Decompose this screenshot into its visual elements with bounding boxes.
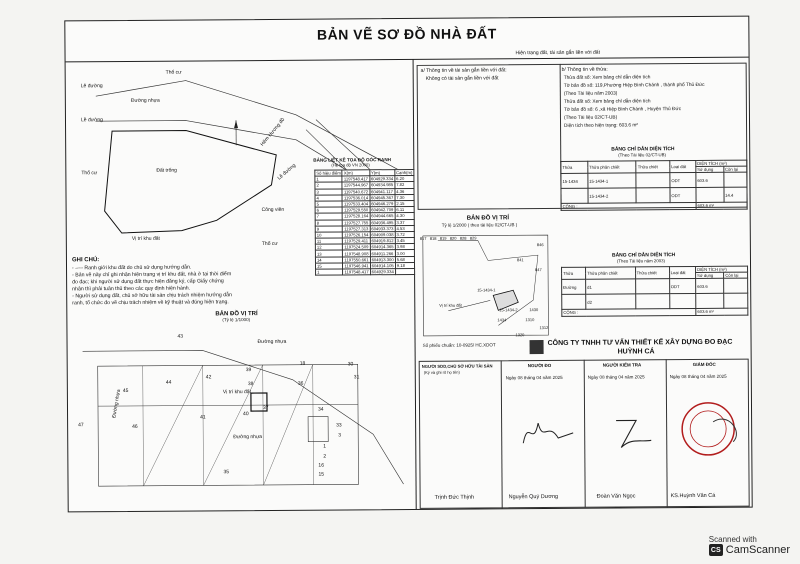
mini-map-title: BẢN ĐỒ VỊ TRÍ [466,215,510,222]
table-cell: ODT [670,173,696,188]
table-cell: d1 [586,279,636,294]
table-cell: 1197544.967 [343,182,369,188]
map-label: 30 [347,361,354,368]
map-label: Đường nhựa [111,388,123,419]
table-cell: 14.4 [724,188,747,203]
map-label: 31 [353,374,360,381]
table-row [561,188,747,204]
table-header-cell: Loại đất [670,160,696,173]
table-row [562,279,748,295]
table-header-cell: Còn lại [724,272,748,278]
survey-sheet [64,16,752,513]
map-label: 846 [536,242,544,248]
map-label: 33 [336,422,342,429]
table-cell: 14 [315,257,342,263]
table-cell: 604914.105 [371,263,394,269]
map-label: 16 [318,462,324,469]
table-cell [696,294,724,309]
table-cell: 1197533.404 [344,201,369,207]
table-cell: 15-1434 [561,174,588,189]
table-cell: 4 [315,195,342,201]
table-header-cell: Thửa [561,161,588,174]
parcel-info-line: Diện tích theo hiện trạng: 603.6 m² [564,123,638,129]
map-label: Thổ cư [165,69,182,76]
table-cell: 604911.266 [371,250,394,256]
table-cell: 1197527.313 [344,226,369,232]
map-label: 37 [262,404,269,412]
table-cell: 604933.373 [371,225,394,232]
total-value: 603.6 m² [696,309,748,316]
map-label: 819 [439,235,447,241]
table-cell: d2 [586,294,636,309]
table-cell: 604913.300 [371,256,394,262]
sign-sub: (Ký và ghi rõ họ tên) [423,369,460,375]
note-line: - ⎯⎯⎯ Ranh giới khu đất do chủ sử dụng hướng dẫn. [72,264,192,272]
table-cell [395,268,414,274]
table-cell: 604945.367 [371,194,394,201]
table-row [561,173,747,189]
map-label: 35 [223,469,230,476]
parcel-info-line: Tờ bản đồ số: 6 ,xã Hiệp Bình Chánh , Huyện Thủ Đức [563,107,682,113]
table-cell: 604936.495 [371,219,394,225]
map-label: 1 [323,443,327,450]
table-header-cell: Thửa chiết [635,267,669,280]
vitri-map-title: BẢN ĐỒ VỊ TRÍ [215,311,258,318]
sign-date: Ngày 08 tháng 04 năm 2025 [587,374,645,380]
table-header-cell: DIỆN TÍCH (m²) [696,266,748,273]
asset-info-text: Không có tài sản gắn liền với đất [425,75,499,82]
sign-col-checker: NGƯỜI KIỂM TRA [602,362,642,368]
table-cell: 604914.365 [371,244,394,250]
table-header-cell: Y(m) [369,170,394,176]
scan-line-1: Scanned with [708,535,757,544]
table-cell [636,173,670,188]
sign-date: Ngày 08 tháng 04 năm 2025 [669,373,727,380]
map-label: 15 [318,471,325,478]
area-table-1 [560,160,747,211]
notes [72,264,232,307]
map-label: Công viên [261,206,285,214]
map-label: Đất trống [156,167,177,174]
table-cell: 7 [315,213,342,219]
table-cell: 1197548.417 [344,269,369,275]
table-cell: 10 [315,232,342,238]
table-cell: 15-1434-2 [588,188,637,203]
table-header-cell: Thửa phân chiết [586,267,636,280]
table-cell: 604942.709 [371,207,394,213]
table-header-cell: Sử dụng [696,166,724,172]
table-header-cell: Thửa [562,267,586,280]
map-label: 46 [132,423,138,430]
table-cell: 6 [315,207,342,213]
company-stamp [673,397,753,458]
parcel-info-line: Thửa đất số: Xem bảng chỉ dẫn diện tích [563,99,651,105]
table-header-cell: Số hiệu điểm [316,170,341,176]
map-label: Đường nhựa [257,338,287,346]
total-label: CỘNG : [562,309,696,316]
company-logo-icon [530,340,544,354]
map-label: 18 [299,360,306,367]
table-cell: 604909.038 [371,232,394,238]
table-cell: 604919.812 [371,238,394,244]
table-cell: 3.37 [395,219,414,225]
map-label: Thổ cư [261,240,278,248]
map-label: 817 [419,235,427,241]
map-label: Thổ cư [81,170,98,177]
table-cell: 7.82 [395,182,414,188]
table-cell: 1197527.755 [344,219,369,226]
table-cell: 5 [315,201,342,207]
signer-name: Đoàn Văn Ngọc [596,493,636,500]
table-cell: 603.6 [696,173,724,188]
table-cell: 604941.117 [371,188,393,194]
signer-name: Trịnh Đức Thịnh [434,494,475,501]
signature-image [513,413,593,454]
table-cell: 1197529.550 [344,207,369,213]
table-cell: 604944.665 [371,213,394,219]
map-label: 1430 [529,307,539,313]
map-label: 15-1434-1 [477,287,496,293]
note-line: nhận thì phải tuân thủ theo các quy định hiện hành. [72,285,191,293]
table-cell: 8 [315,219,342,225]
table-cell [635,294,669,309]
map-label: 1312 [539,325,549,331]
table-cell: 12 [315,244,342,250]
table-cell: 3.98 [395,244,414,250]
right-header: Hiện trạng đất, tài sản gắn liền với đất [515,49,601,57]
table-header-cell: Thửa chiết [636,161,670,174]
mini-map [418,230,554,341]
map-label: 1310 [525,317,535,323]
table-header-cell: X(m) [342,170,369,176]
map-label: 40 [243,411,249,418]
table-cell: 604946.279 [371,201,394,207]
table-cell: 604929.334 [370,176,394,182]
table-header-cell: DIỆN TÍCH (m²) [696,160,747,167]
table-cell: 6.20 [395,176,414,182]
vitri-map-scale: (Tỷ lệ 1/1000) [222,317,251,323]
ref-number: Số phiếu chuẩn: 10-0925/ HC.XDOT [422,342,496,348]
table-cell: 2 [315,182,342,188]
table-cell [561,189,588,204]
map-label: 39 [245,367,252,374]
table-cell: 1197540.672 [343,188,369,195]
table-cell: 3.00 [395,250,414,256]
map-label: 43 [177,333,184,340]
table-header-cell: Thửa phân chiết [587,161,636,174]
mini-map-scale: Tỷ lệ 1/2000 ( theo tài liệu 02/CT-UB ) [441,222,518,228]
note-line: đo đạc; khi người sử dụng đất thực hiện đăng ký, cấp Giấy chứng [72,278,224,286]
company-name-2: HUỲNH CÁ [617,348,655,356]
sign-date: Ngày 08 tháng 04 năm 2025 [505,374,563,381]
sign-col-surveyor: NGƯỜI ĐO [527,363,552,369]
map-label: Lề đường [276,162,298,182]
table-cell: 1197548.908 [344,250,369,256]
table-total-row [562,309,748,316]
table-cell: 4.30 [395,213,414,219]
table-cell [669,294,696,309]
table-cell: 15-1434-1 [588,173,637,188]
map-label: Đường nhựa [233,434,263,441]
map-label: 45 [122,387,129,394]
table-cell [636,188,670,203]
table-total-row [561,203,747,210]
company-name: CÔNG TY TNHH TƯ VẤN THIẾT KẾ XÂY DỰNG ĐO ĐẠC [547,338,733,348]
table-cell: 9 [315,226,342,232]
table-cell: 1197536.014 [343,195,369,201]
map-label: Đường nhựa [130,97,160,104]
table1-subtitle: (Theo Tài liệu 02/CT-UB) [618,152,666,158]
table-cell: 1197546.941 [344,263,369,269]
map-label: Vị trí khu đất [131,235,160,242]
map-label: 1434 [497,317,507,323]
map-label: 847 [535,267,542,273]
coord-table [314,169,415,276]
map-label: 829 [469,235,477,241]
sign-col-owner: NGƯỜI SDD,CHỦ SỞ HỮU TÀI SẢN [421,363,493,369]
table-cell: 1197548.417 [343,176,369,182]
map-label: 818 [429,235,437,241]
table-cell [635,279,669,294]
table-cell: 1197526.154 [344,232,369,238]
table-cell: ODT [670,188,696,203]
map-label: Hẻm Hương đồ [259,116,287,148]
camscanner-icon: CS [709,544,723,556]
map-label: 15-1434-2 [499,307,518,313]
note-line: - Người sử dụng đất, chủ sở hữu tài sản chịu trách nhiệm hướng dẫn [72,292,232,300]
signer-name: Nguyễn Quý Dương [508,493,559,501]
table-header-cell: Sử dụng [696,272,724,278]
table-cell: 2.15 [395,200,414,206]
map-label: 3 [338,432,341,439]
table-cell: ODT [669,279,696,294]
table-cell: 604929.334 [371,269,394,275]
table2-title: BẢNG CHỈ DẪN DIỆN TÍCH [611,252,676,259]
table-header-cell: Loại đất [669,266,696,279]
map-label: 44 [165,379,172,386]
map-label: 47 [78,422,84,429]
table-cell: 9.18 [395,262,414,268]
total-label: CỘNG : [561,203,696,210]
table-cell: 4.36 [395,188,414,194]
table-cell: 1 [315,176,342,182]
map-label: 828 [459,235,467,241]
parcel-info-lines [564,74,705,131]
table-cell: 604934.985 [371,182,394,188]
map-label: 841 [516,257,524,263]
table-cell: 1197524.509 [344,244,369,250]
table-cell: 3.45 [395,238,414,244]
table-cell [696,188,724,203]
table-cell [724,279,748,294]
table-cell: Đường [562,280,586,295]
total-value: 603.6 m² [696,203,747,210]
scan-line-2: CamScanner [725,544,790,556]
table-cell [724,294,748,309]
table-cell: 1197528.164 [344,213,369,219]
area-table-2 [561,266,748,317]
table-header-cell: Còn lại [723,166,746,172]
map-label: 41 [200,414,206,421]
coord-table-title: BẢNG LIỆT KÊ TỌA ĐỘ GÓC RANH [313,157,391,163]
table-cell: 1 [316,269,343,275]
table1-title: BẢNG CHỈ DẪN DIỆN TÍCH [611,146,675,153]
map-label: Vị trí khu đất [439,302,462,308]
note-line: ranh, tổ chức đo vẽ chịu trách nhiệm về kỹ thuật và đúng hiện trạng. [72,299,229,307]
table-cell: 15 [315,263,342,269]
map-label: Lê đường [80,83,103,90]
table-header-cell: Cạnh(m) [396,170,413,176]
map-label: Lề đường [80,117,103,124]
table-cell: 7.30 [395,194,414,200]
map-label: 820 [449,235,457,241]
table-row [562,294,748,310]
sign-col-director: GIÁM ĐỐC [692,361,716,368]
parcel-info-line: Tờ bản đồ số: 119,Phường Hiệp Bình Chánh , thành phố Thủ Đức [563,82,705,89]
table-cell: 3.72 [395,231,414,237]
map-label: 38 [247,381,254,388]
coord-table-subtitle: (Hệ tọa độ VN 2000) [331,162,370,168]
map-label: 42 [205,374,212,381]
table-cell: 6.11 [395,207,414,213]
table-cell: 11 [315,238,342,244]
signature-image [596,412,676,453]
table-cell: 3 [315,189,342,195]
table-cell: 1197550.661 [344,256,369,263]
table-cell: 1197529.411 [344,238,369,244]
map-label: 36 [297,380,304,387]
map-label: 2 [323,453,327,460]
table-cell: 603.6 [696,279,724,294]
table-cell: 13 [315,250,342,256]
map-label: Vị trí khu đất [222,389,251,396]
table2-subtitle: (Theo Tài liệu năm 2003) [616,258,665,264]
page-title: BẢN VẼ SƠ ĐỒ NHÀ ĐẤT [316,25,497,43]
parcel-info-title: b/ Thông tin về thửa: [561,66,608,73]
table-cell [723,173,746,188]
parcel-info-line: Thửa đất số: Xem bảng chỉ dẫn diện tích [563,75,651,81]
map-label: 1320 [515,332,525,338]
parcel-info-line: (Theo Tài liệu 02/CT-UB) [563,115,618,121]
parcel-info-line: (Theo Tài liệu năm 2003) [563,91,618,97]
table-cell: 4.53 [395,225,414,231]
signer-name: KS.Huỳnh Văn Cá [670,492,716,500]
camscanner-badge [709,535,790,556]
asset-info-title: a/ Thông tin về tài sản gắn liền với đất: [420,67,507,74]
notes-heading: GHI CHÚ: [71,257,100,264]
table-row [316,268,415,275]
table-cell: 5.68 [395,256,414,262]
map-label: 34 [317,406,324,413]
scan-row [709,544,790,556]
table-cell [562,295,586,310]
note-line: - Bản vẽ này chỉ ghi nhận hiện trạng vị trí khu đất, nhà ở tại thời điểm [72,271,232,279]
